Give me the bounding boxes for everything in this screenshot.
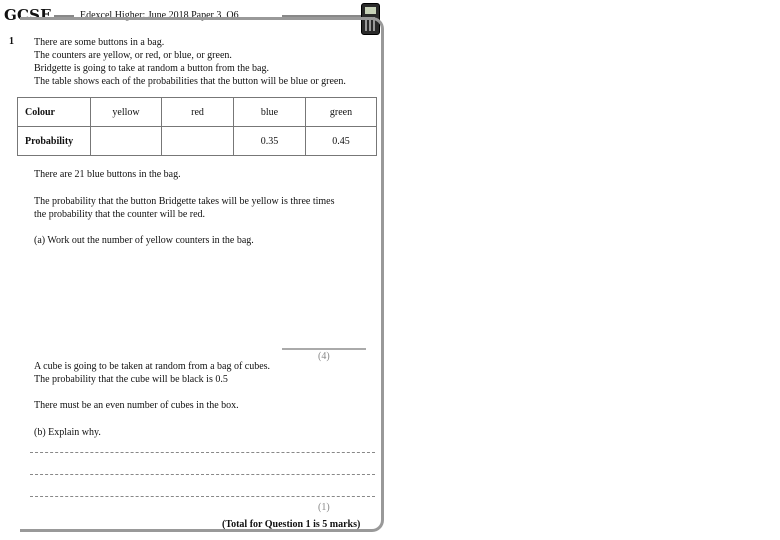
cube-text — [34, 360, 270, 386]
table-value-green: 0.45 — [306, 127, 377, 156]
question-number: 1 — [9, 36, 14, 47]
answer-dotted-line[interactable] — [30, 474, 375, 475]
table-row-probability — [18, 127, 377, 156]
cube-line: The probability that the cube will be black is 0.5 — [34, 374, 228, 385]
intro-line: The counters are yellow, or red, or blue, or green. — [34, 50, 232, 61]
table-cell-yellow: yellow — [91, 98, 162, 127]
relation-line: The probability that the button Bridgette takes will be yellow is three times — [34, 196, 335, 207]
intro-line: Bridgette is going to take at random a button from the bag. — [34, 63, 269, 74]
table-value-yellow — [91, 127, 162, 156]
table-value-blue: 0.35 — [234, 127, 306, 156]
answer-dotted-line[interactable] — [30, 496, 375, 497]
table-value-red — [162, 127, 234, 156]
answer-dotted-line[interactable] — [30, 452, 375, 453]
question-intro — [34, 36, 346, 88]
relation-line: the probability that the counter will be red. — [34, 209, 206, 220]
question-frame — [20, 17, 384, 532]
part-a-marks: (4) — [318, 351, 330, 362]
answer-line[interactable] — [282, 348, 366, 350]
table-row-colour — [18, 98, 377, 127]
paper-title: Edexcel Higher: June 2018 Paper 3, Q6 — [80, 10, 239, 21]
part-b-marks: (1) — [318, 502, 330, 513]
table-header-probability: Probability — [18, 127, 91, 156]
relation-text — [34, 195, 335, 221]
probability-table — [17, 97, 377, 156]
table-cell-blue: blue — [234, 98, 306, 127]
cube-line: A cube is going to be taken at random from a bag of cubes. — [34, 361, 271, 372]
intro-line: There are some buttons in a bag. — [34, 37, 165, 48]
blue-count-text: There are 21 blue buttons in the bag. — [34, 169, 181, 180]
part-a-prompt: (a) Work out the number of yellow counters in the bag. — [34, 235, 254, 246]
table-cell-red: red — [162, 98, 234, 127]
total-marks: (Total for Question 1 is 5 marks) — [222, 519, 361, 530]
gcse-label: GCSE — [4, 6, 52, 24]
table-cell-green: green — [306, 98, 377, 127]
part-b-prompt: (b) Explain why. — [34, 427, 101, 438]
table-header-colour: Colour — [18, 98, 91, 127]
even-text: There must be an even number of cubes in the box. — [34, 400, 239, 411]
intro-line: The table shows each of the probabilities that the button will be blue or green. — [34, 76, 346, 87]
